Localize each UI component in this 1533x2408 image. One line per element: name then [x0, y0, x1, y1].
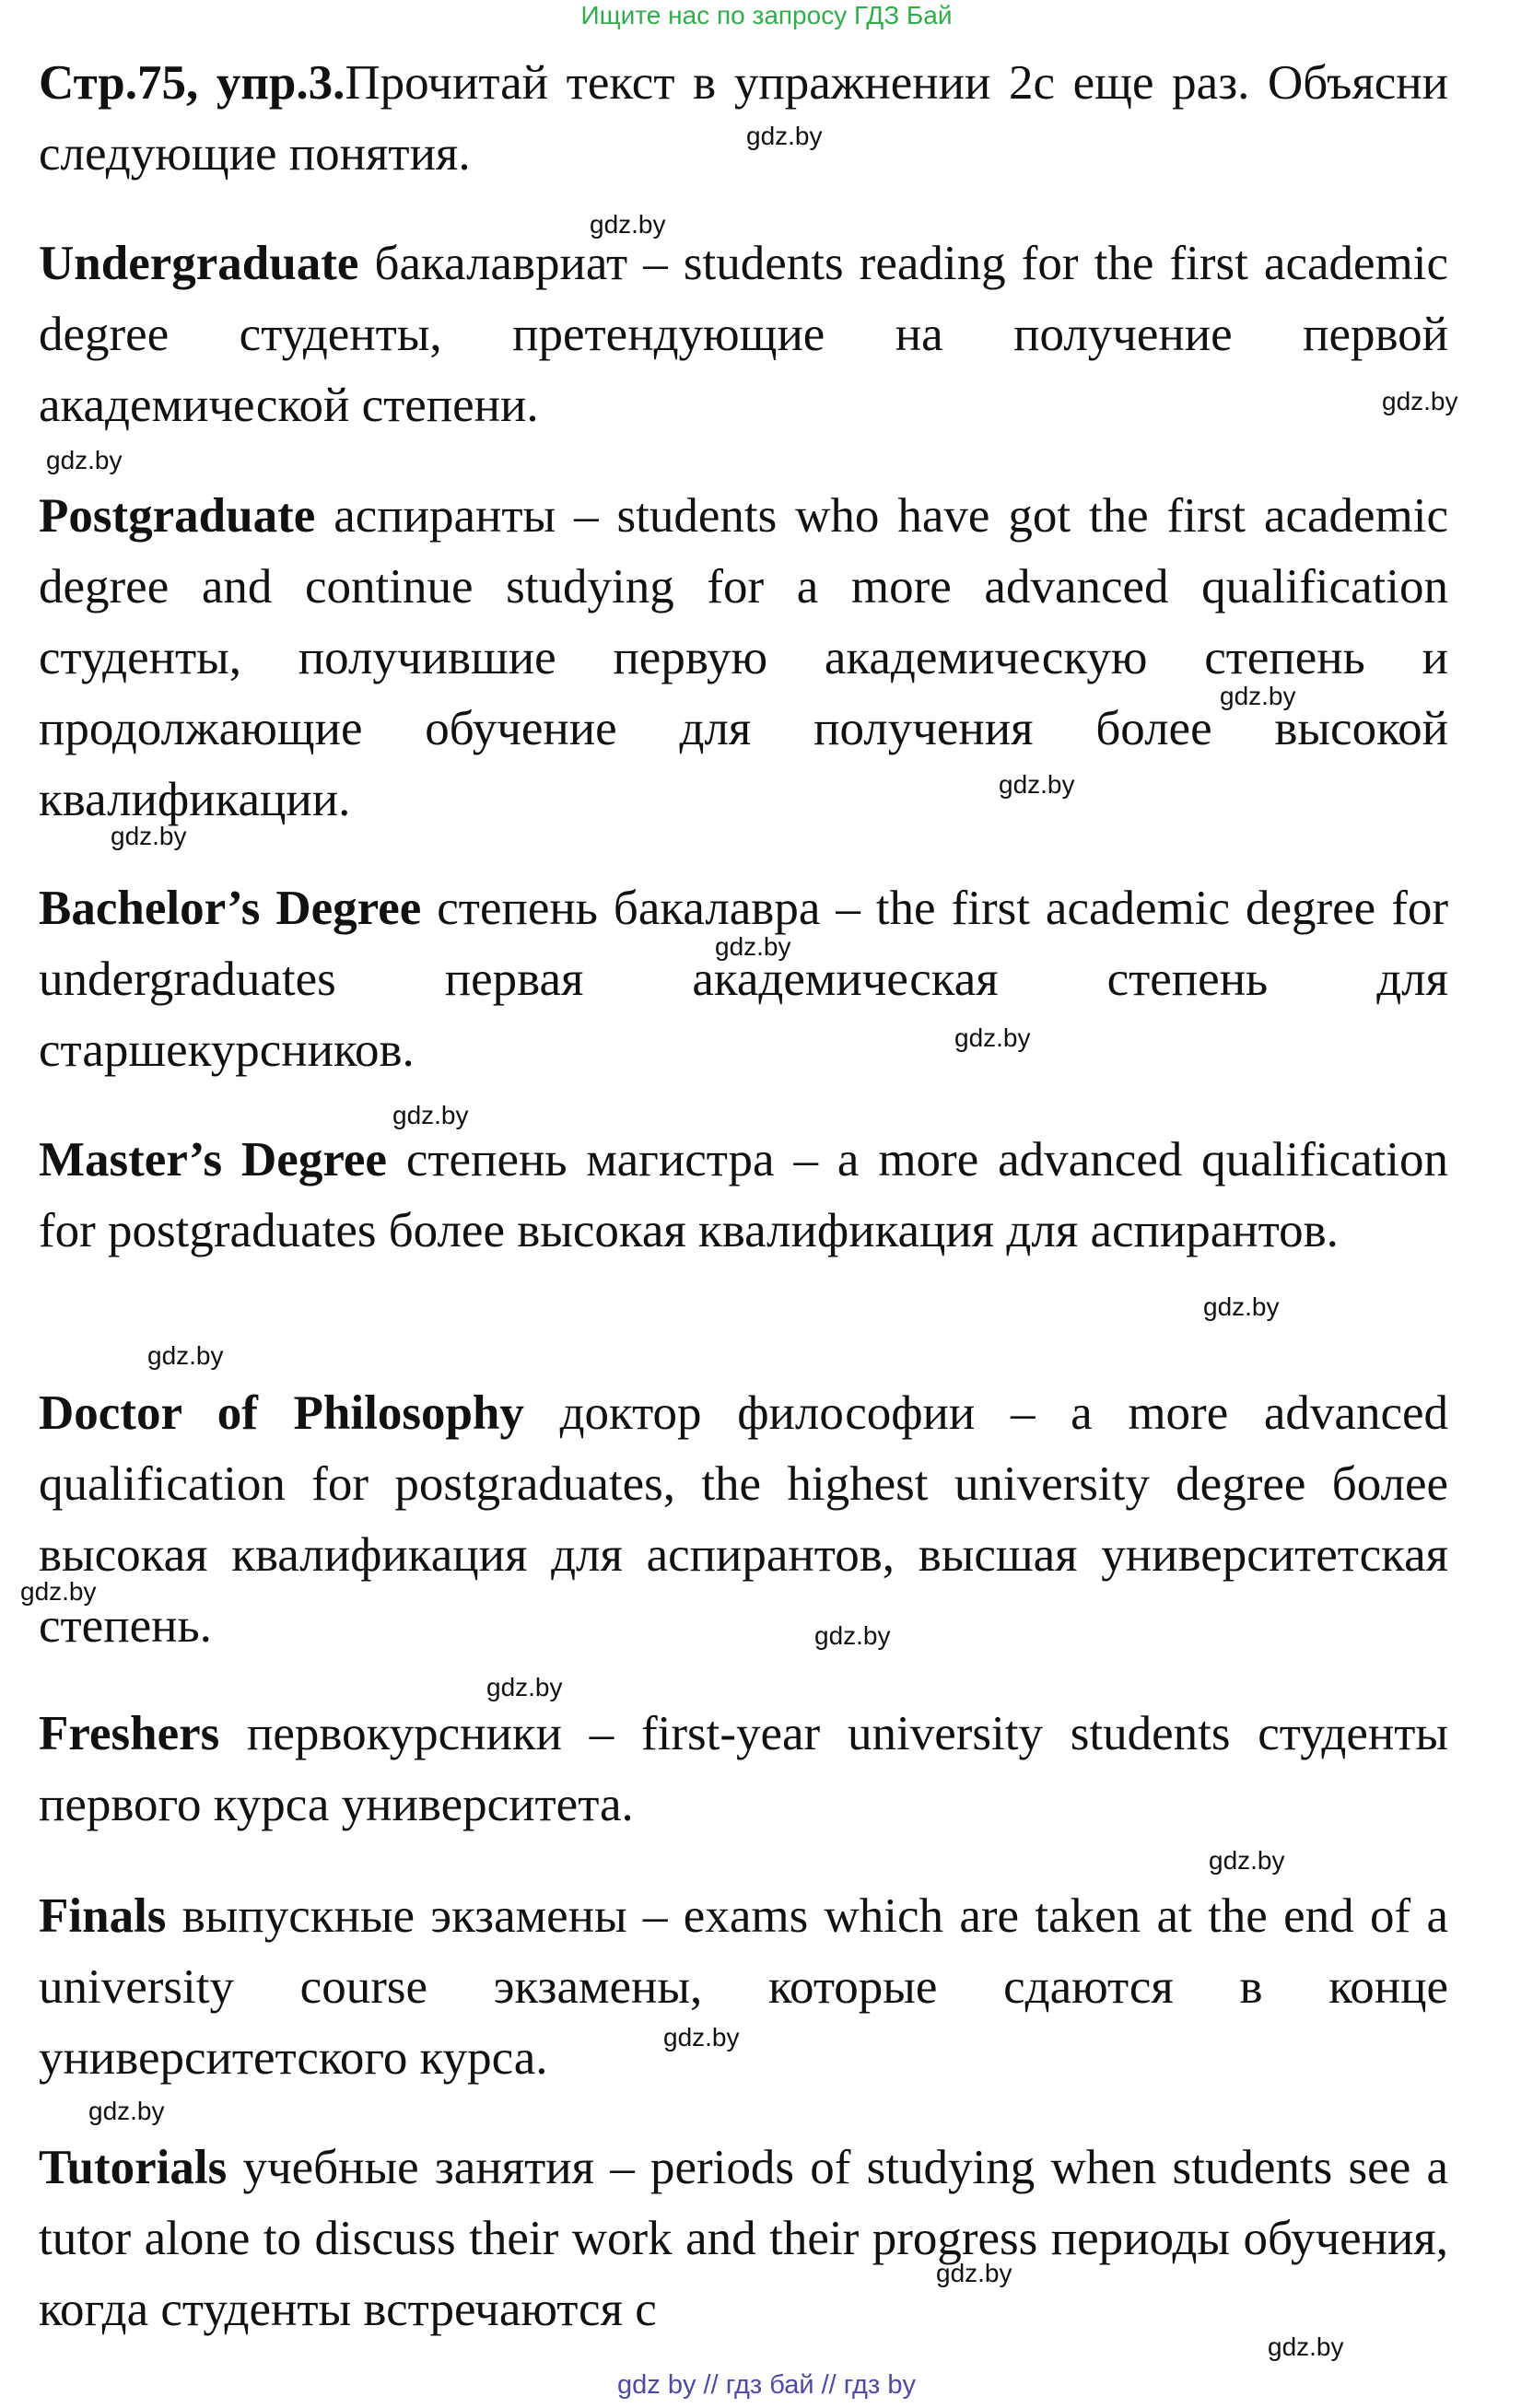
entry-term: Finals: [39, 1889, 167, 1943]
entry-definition: первокурсники – first-year university students студенты первого курса университета.: [39, 1707, 1448, 1831]
entry-term: Undergraduate: [39, 237, 359, 290]
watermark: gdz.by: [88, 2097, 165, 2125]
watermark: gdz.by: [111, 822, 187, 850]
watermark: gdz.by: [392, 1101, 469, 1129]
entry-term: Postgraduate: [39, 489, 316, 543]
entry-finals: [39, 1881, 1448, 2094]
entry-definition: степень магистра – a more advanced qualification for postgraduates более высокая квалификация для аспирантов.: [39, 1133, 1449, 1257]
entry-definition: выпускные экзамены – exams which are taken at the end of a university course экзамены, которые сдаются в конце университетского курса.: [39, 1889, 1448, 2085]
exercise-task: Прочитай текст в упражнении 2c еще раз. Объясни следующие понятия.: [39, 56, 1448, 181]
entry-definition: доктор философии – a more advanced qualification for postgraduates, the highest university degree более высокая квалификация для аспирантов, высшая университетская степень.: [39, 1386, 1448, 1653]
entry-definition: аспиранты – students who have got the first academic degree and continue studying for a more advanced qualification студенты, получившие первую академическую степень и продолжающие обучение для получения более высокой квалификации.: [39, 489, 1448, 826]
watermark: gdz.by: [1203, 1292, 1280, 1321]
top-banner: Ищите нас по запросу ГДЗ Бай: [580, 1, 953, 29]
watermark: gdz.by: [746, 122, 823, 150]
watermark: gdz.by: [1209, 1846, 1285, 1875]
exercise-heading: [39, 48, 1448, 190]
watermark: gdz.by: [715, 932, 791, 961]
exercise-ref: Стр.75, упр.3.: [39, 56, 345, 110]
watermark: gdz.by: [20, 1577, 97, 1606]
entry-undergraduate: [39, 228, 1448, 441]
entry-freshers: [39, 1699, 1448, 1841]
watermark: gdz.by: [936, 2259, 1012, 2287]
watermark: gdz.by: [999, 770, 1075, 799]
entry-masters-degree: [39, 1125, 1448, 1267]
entry-term: Master’s Degree: [39, 1133, 387, 1186]
entry-definition: бакалавриат – students reading for the first academic degree студенты, претендующие на получение первой академической степени.: [39, 237, 1448, 432]
entry-bachelors-degree: [39, 873, 1448, 1086]
watermark: gdz.by: [1268, 2332, 1344, 2361]
watermark: gdz.by: [590, 210, 666, 239]
watermark: gdz.by: [1382, 387, 1458, 415]
watermark: gdz.by: [663, 2023, 740, 2051]
watermark: gdz.by: [486, 1673, 563, 1701]
entry-term: Freshers: [39, 1707, 220, 1760]
entry-term: Tutorials: [39, 2141, 228, 2194]
entry-term: Doctor of Philosophy: [39, 1386, 524, 1440]
entry-term: Bachelor’s Degree: [39, 882, 422, 935]
watermark: gdz.by: [147, 1341, 224, 1370]
watermark: gdz.by: [1220, 682, 1296, 710]
entry-tutorials: [39, 2133, 1448, 2345]
entry-doctor-of-philosophy: [39, 1378, 1448, 1662]
entry-postgraduate: [39, 481, 1448, 836]
entry-definition: степень бакалавра – the first academic degree for undergraduates первая академическая степень для старшекурсников.: [39, 882, 1448, 1077]
footer: gdz by // гдз бай // гдз by: [617, 2370, 916, 2400]
watermark: gdz.by: [814, 1621, 891, 1650]
watermark: gdz.by: [46, 446, 123, 474]
watermark: gdz.by: [954, 1023, 1031, 1052]
entry-definition: учебные занятия – periods of studying when students see a tutor alone to discuss their work and their progress периоды обучения, когда студенты встречаются с: [39, 2141, 1448, 2336]
